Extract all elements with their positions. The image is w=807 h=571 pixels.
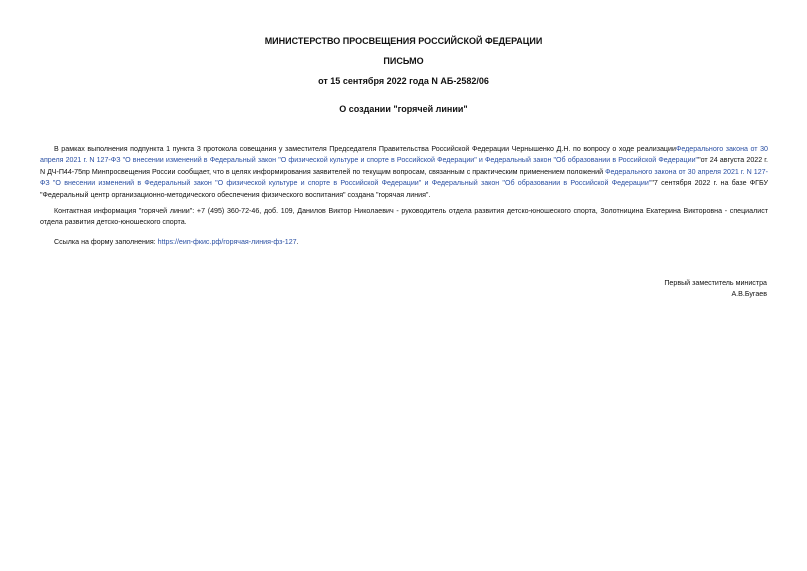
signature-name: А.В.Бугаев [731,290,767,298]
document-subject: О создании "горячей линии" [339,104,468,114]
law-127fz-link-1[interactable]: Федерального закона от 30 апреля 2021 г. N 127-ФЗ "О внесении изменений в Федеральный закон "О физической культуре и спорте в Российской Федерации" и Федеральный закон "Об образовании в Российской Федерации" [40,145,768,165]
paragraph-link-block [40,237,768,248]
paragraph-3-text-a: Ссылка на форму заполнения: [54,238,158,246]
document-type: ПИСЬМО [383,56,424,66]
paragraph-2: Контактная информация "горячей линии": +7 (495) 360-72-46, доб. 109, Данилов Виктор Николаевич - руководитель отдела развития детско-юношеского спорта, Золотницина Екатерина Викторовна - специалист отдела развития детско-юношеского спорта. [40,207,768,227]
law-127fz-link-2[interactable]: Федерального закона от 30 апреля 2021 г. N 127-ФЗ "О внесении изменений в Федеральный закон "О физической культуре и спорте в Российской Федерации" и Федеральный закон "Об образовании в Российской Федерации" [40,167,768,188]
ministry-title: МИНИСТЕРСТВО ПРОСВЕЩЕНИЯ РОССИЙСКОЙ ФЕДЕРАЦИИ [264,36,543,46]
paragraph-1-text-c: "7 сентября 2022 г. на базе ФГБУ "Федеральный центр организационно-методического обеспечения физического воспитания" создана "горячая линия". [40,179,768,199]
signature-position: Первый заместитель министра [664,279,767,287]
paragraph-1-text-a: В рамках выполнения подпункта 1 пункта 3 протокола совещания у заместителя Председателя Правительства Российской Федерации Чернышенко Д.Н. по вопросу о ходе реализации [54,145,676,153]
paragraph-1-text-b: "от 24 августа 2022 г. N ДЧ-П44-75пр Минпросвещения России сообщает, что в целях информирования заявителей по текущим вопросам, связанным с практическим применением положений [40,156,768,176]
hotline-form-link[interactable]: https://еип-фкис.рф/горячая-линия-фз-127 [157,238,297,246]
document-date-number: от 15 сентября 2022 года N АБ-2582/06 [318,76,489,86]
paragraph-3-text-b: . [296,238,299,246]
paragraph-contacts-block [40,206,768,229]
paragraph-1 [40,144,768,201]
paragraph-main [40,144,768,201]
paragraph-3 [40,237,768,248]
